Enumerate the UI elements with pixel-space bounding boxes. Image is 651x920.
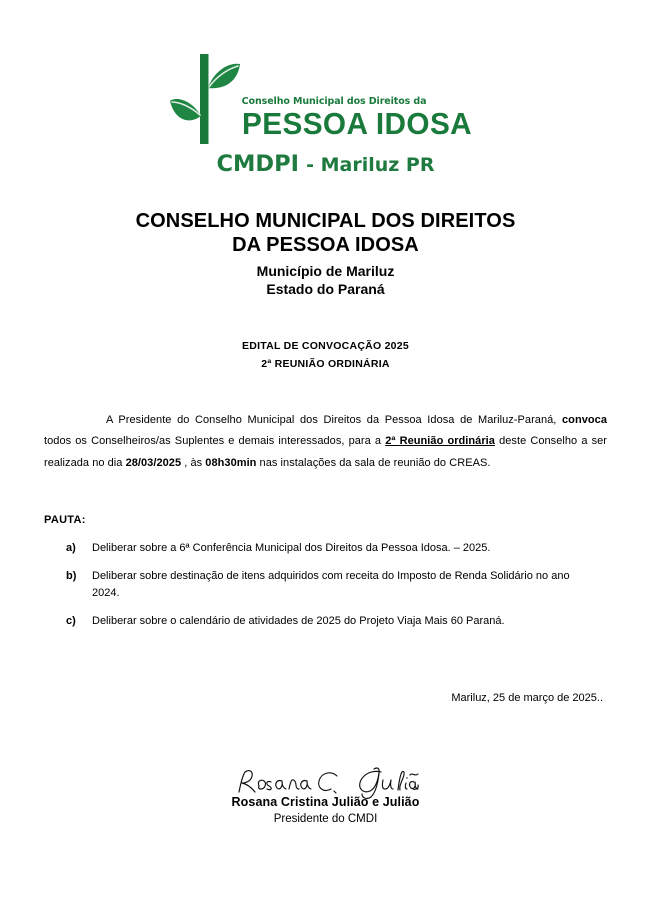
- document-date: Mariluz, 25 de março de 2025..: [451, 692, 603, 705]
- body-segment-5: nas instalações da sala de reunião do CREAS.: [256, 456, 491, 469]
- plant-sprout-icon: [170, 52, 240, 144]
- logo-tagline: Conselho Municipal dos Direitos da: [241, 96, 427, 108]
- logo-wordmark-group: [242, 97, 482, 144]
- logo-wordmark: PESSOA IDOSA: [241, 105, 472, 141]
- list-item-text: Deliberar sobre destinação de itens adquiridos com receita do Imposto de Renda Solidário no ano 2024.: [92, 570, 570, 600]
- edital-heading-line-2: 2ª REUNIÃO ORDINÁRIA: [261, 358, 390, 371]
- edital-heading: [44, 337, 607, 374]
- signature-block: [44, 766, 607, 828]
- agenda-heading: PAUTA:: [44, 514, 86, 527]
- logo-acronym: CMDPI: [216, 151, 299, 177]
- list-item-marker: b): [66, 570, 77, 583]
- logo-mark: [170, 52, 482, 144]
- body-underline-meeting: 2ª Reunião ordinária: [385, 435, 495, 448]
- list-item-text: Deliberar sobre o calendário de atividades de 2025 do Projeto Viaja Mais 60 Paraná.: [92, 615, 505, 628]
- body-bold-date: 28/03/2025: [125, 456, 182, 469]
- convocation-paragraph: [44, 410, 607, 474]
- signature-role: Presidente do CMDI: [273, 813, 378, 826]
- organization-logo: [44, 0, 607, 177]
- list-item: [44, 568, 607, 602]
- page-title: [44, 209, 607, 258]
- body-segment-4: , às: [181, 456, 206, 469]
- body-segment-1: A Presidente do Conselho Municipal dos Direitos da Pessoa Idosa de Mariluz-Paraná,: [106, 413, 563, 426]
- list-item-marker: a): [66, 542, 76, 555]
- body-bold-convoca: convoca: [562, 413, 607, 426]
- body-segment-3: deste Conselho a ser realizada no dia: [44, 435, 608, 469]
- body-segment-2: todos os Conselheiros/as Suplentes e demais interessados, para a: [44, 435, 386, 448]
- page-subtitle-state: Estado do Paraná: [266, 281, 385, 298]
- page-title-line-1: CONSELHO MUNICIPAL DOS DIREITOS: [135, 210, 516, 232]
- page-subtitle: [44, 262, 607, 299]
- signature-name: Rosana Cristina Julião e Julião: [231, 795, 420, 810]
- agenda-list: [44, 540, 607, 630]
- list-item: [44, 613, 607, 630]
- logo-subtitle: [217, 151, 435, 177]
- list-item: [44, 540, 607, 557]
- list-item-text: Deliberar sobre a 6ª Conferência Municipal dos Direitos da Pessoa Idosa. – 2025.: [92, 542, 491, 555]
- list-item-marker: c): [66, 615, 76, 628]
- logo-location: - Mariluz PR: [306, 154, 435, 176]
- body-bold-time: 08h30min: [205, 456, 257, 469]
- page-subtitle-municipality: Município de Mariluz: [256, 262, 395, 279]
- page-title-line-2: DA PESSOA IDOSA: [232, 234, 419, 257]
- edital-heading-line-1: EDITAL DE CONVOCAÇÃO 2025: [242, 340, 409, 352]
